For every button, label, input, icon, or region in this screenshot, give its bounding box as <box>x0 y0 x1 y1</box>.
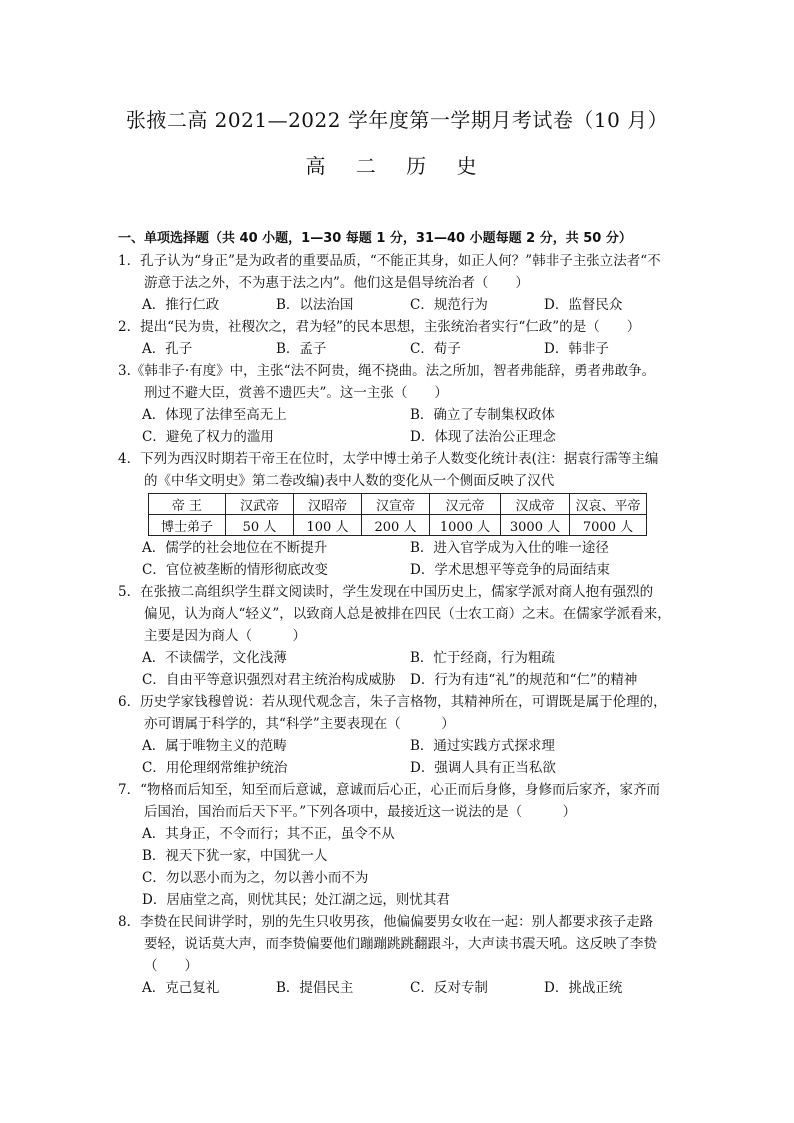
option-c[interactable]: C．自由平等意识强烈对君主统治构成威胁 <box>142 672 396 688</box>
table-header-cell: 汉元帝 <box>430 494 501 515</box>
question-6 <box>118 691 678 779</box>
stem-line: 6．历史学家钱穆曾说：若从现代观念言，朱子言格物，其精神所在，可谓既是属于伦理的， <box>118 694 667 710</box>
table-cell: 博士弟子 <box>149 515 226 536</box>
enrollment-table <box>148 493 647 536</box>
stem-line: 刑过不避大臣，赏善不遗匹夫”。这一主张（ ） <box>144 385 448 401</box>
table-header-cell: 汉昭帝 <box>294 494 362 515</box>
stem-line: 游意于法之外，不为惠于法之内”。他们这是倡导统治者（ ） <box>144 275 529 291</box>
stem-line: 3.《韩非子·有度》中，主张“法不阿贵，绳不挠曲。法之所加，智者弗能辞，勇者弗敢争。 <box>118 363 656 379</box>
question-stem <box>118 360 678 404</box>
exam-title: 张掖二高 2021—2022 学年度第一学期月考试卷（10 月） <box>125 108 669 132</box>
option-a[interactable]: A．儒学的社会地位在不断提升 <box>142 540 328 556</box>
question-3 <box>118 360 678 448</box>
question-8 <box>118 911 678 999</box>
table-header-cell: 汉哀、平帝 <box>570 494 647 515</box>
question-1 <box>118 250 678 316</box>
stem-line: 1．孔子认为“身正”是为政者的重要品质，“不能正其身，如正人何？”韩非子主张立法者“不 <box>118 253 661 269</box>
stem-line: 主要是因为商人（ ） <box>144 628 306 644</box>
options-row <box>118 294 678 316</box>
option-a[interactable]: A．不读儒学，文化浅薄 <box>142 650 287 666</box>
options-row <box>118 757 678 779</box>
options-row <box>118 647 678 669</box>
option-c[interactable]: C．避免了权力的滥用 <box>142 429 274 445</box>
stem-line: （ ） <box>144 958 198 974</box>
option-d[interactable]: D．学术思想平等竞争的局面结束 <box>410 562 610 578</box>
exam-content <box>118 228 678 999</box>
options-row <box>118 735 678 757</box>
option-c[interactable]: C．官位被垄断的情形彻底改变 <box>142 562 328 578</box>
question-4 <box>118 448 678 581</box>
table-cell: 50 人 <box>226 515 294 536</box>
table-header-cell: 汉成帝 <box>501 494 570 515</box>
stem-line: 的《中华文明史》第二卷改编)表中人数的变化从一个侧面反映了汉代 <box>144 473 555 489</box>
option-b[interactable]: B．以法治国 <box>276 297 354 313</box>
options-row <box>118 537 678 559</box>
table-header-cell: 帝 王 <box>149 494 226 515</box>
stem-line: 亦可谓属于科学的，其“科学”主要表现在（ ） <box>144 716 455 732</box>
option-d[interactable]: D．行为有违“礼”的规范和“仁”的精神 <box>410 672 638 688</box>
options-row <box>118 669 678 691</box>
question-stem <box>118 691 678 735</box>
table-cell: 200 人 <box>362 515 430 536</box>
option-c[interactable]: C．荀子 <box>410 341 461 357</box>
option-b[interactable]: B．确立了专制集权政体 <box>410 407 555 423</box>
option-c[interactable]: C．勿以恶小而为之，勿以善小而不为 <box>142 870 369 886</box>
options-row <box>118 977 678 999</box>
option-d[interactable]: D．强调人具有正当私欲 <box>410 760 556 776</box>
option-a[interactable]: A．体现了法律至高无上 <box>142 407 287 423</box>
question-stem <box>118 581 678 647</box>
question-stem <box>118 250 678 294</box>
option-b[interactable]: B．进入官学成为入仕的唯一途径 <box>410 540 609 556</box>
table-cell: 1000 人 <box>430 515 501 536</box>
question-2 <box>118 316 678 360</box>
question-stem <box>118 448 678 492</box>
option-d[interactable]: D．挑战正统 <box>544 980 623 996</box>
option-c[interactable]: C．用伦理纲常维护统治 <box>142 760 288 776</box>
stem-line: 7．“物格而后知至，知至而后意诚，意诚而后心正，心正而后身修，身修而后家齐，家齐而 <box>118 782 660 798</box>
question-7 <box>118 779 678 911</box>
option-a[interactable]: A．属于唯物主义的范畴 <box>142 738 287 754</box>
option-b[interactable]: B．提倡民主 <box>276 980 354 996</box>
question-stem <box>118 779 678 823</box>
table-cell: 7000 人 <box>570 515 647 536</box>
option-c[interactable]: C．反对专制 <box>410 980 488 996</box>
option-a[interactable]: A．推行仁政 <box>142 297 220 313</box>
option-b[interactable]: B．视天下犹一家，中国犹一人 <box>142 848 328 864</box>
question-stem <box>118 911 678 977</box>
stem-line: 8．李贽在民间讲学时，别的先生只收男孩，他偏偏要男女收在一起：别人都要求孩子走路 <box>118 914 654 930</box>
table-header-cell: 汉宣帝 <box>362 494 430 515</box>
options-row <box>118 559 678 581</box>
option-c[interactable]: C．规范行为 <box>410 297 488 313</box>
table-cell: 100 人 <box>294 515 362 536</box>
option-d[interactable]: D．居庙堂之高，则忧其民；处江湖之远，则忧其君 <box>142 892 450 908</box>
options-row <box>118 338 678 360</box>
stem-line: 2．提出“民为贵，社稷次之，君为轻”的民本思想，主张统治者实行“仁政”的是（ ） <box>118 319 641 335</box>
exam-subtitle: 高 二 历 史 <box>305 154 489 178</box>
stem-line: 要轻，说话莫大声，而李贽偏要他们蹦蹦跳跳翻跟斗，大声读书震天吼。这反映了李贽 <box>144 936 657 952</box>
option-b[interactable]: B．通过实践方式探求理 <box>410 738 555 754</box>
option-b[interactable]: B．孟子 <box>276 341 327 357</box>
option-d[interactable]: D．监督民众 <box>544 297 623 313</box>
stem-line: 5．在张掖二高组织学生群文阅读时，学生发现在中国历史上，儒家学派对商人抱有强烈的 <box>118 584 654 600</box>
options-row <box>118 404 678 426</box>
stem-line: 后国治，国治而后天下平。”下列各项中，最接近这一说法的是（ ） <box>144 804 577 820</box>
section-heading: 一、单项选择题（共 40 小题，1—30 每题 1 分，31—40 小题每题 2 分，共 50 分） <box>118 231 632 246</box>
option-a[interactable]: A．孔子 <box>142 341 193 357</box>
table-row <box>149 515 647 536</box>
option-d[interactable]: D．韩非子 <box>544 341 609 357</box>
option-b[interactable]: B．忙于经商，行为粗疏 <box>410 650 555 666</box>
options-row <box>118 426 678 448</box>
option-d[interactable]: D．体现了法治公正理念 <box>410 429 556 445</box>
table-cell: 3000 人 <box>501 515 570 536</box>
option-a[interactable]: A．其身正，不令而行；其不正，虽令不从 <box>142 826 395 842</box>
option-a[interactable]: A．克己复礼 <box>142 980 220 996</box>
question-5 <box>118 581 678 691</box>
stem-line: 偏见，认为商人“轻义”，以致商人总是被排在四民（士农工商）之末。在儒家学派看来， <box>144 606 671 622</box>
table-header-cell: 汉武帝 <box>226 494 294 515</box>
stem-line: 4．下列为西汉时期若干帝王在位时，太学中博士弟子人数变化统计表(注：据袁行霈等主编 <box>118 451 659 467</box>
table-header-row <box>149 494 647 515</box>
question-stem <box>118 316 678 338</box>
